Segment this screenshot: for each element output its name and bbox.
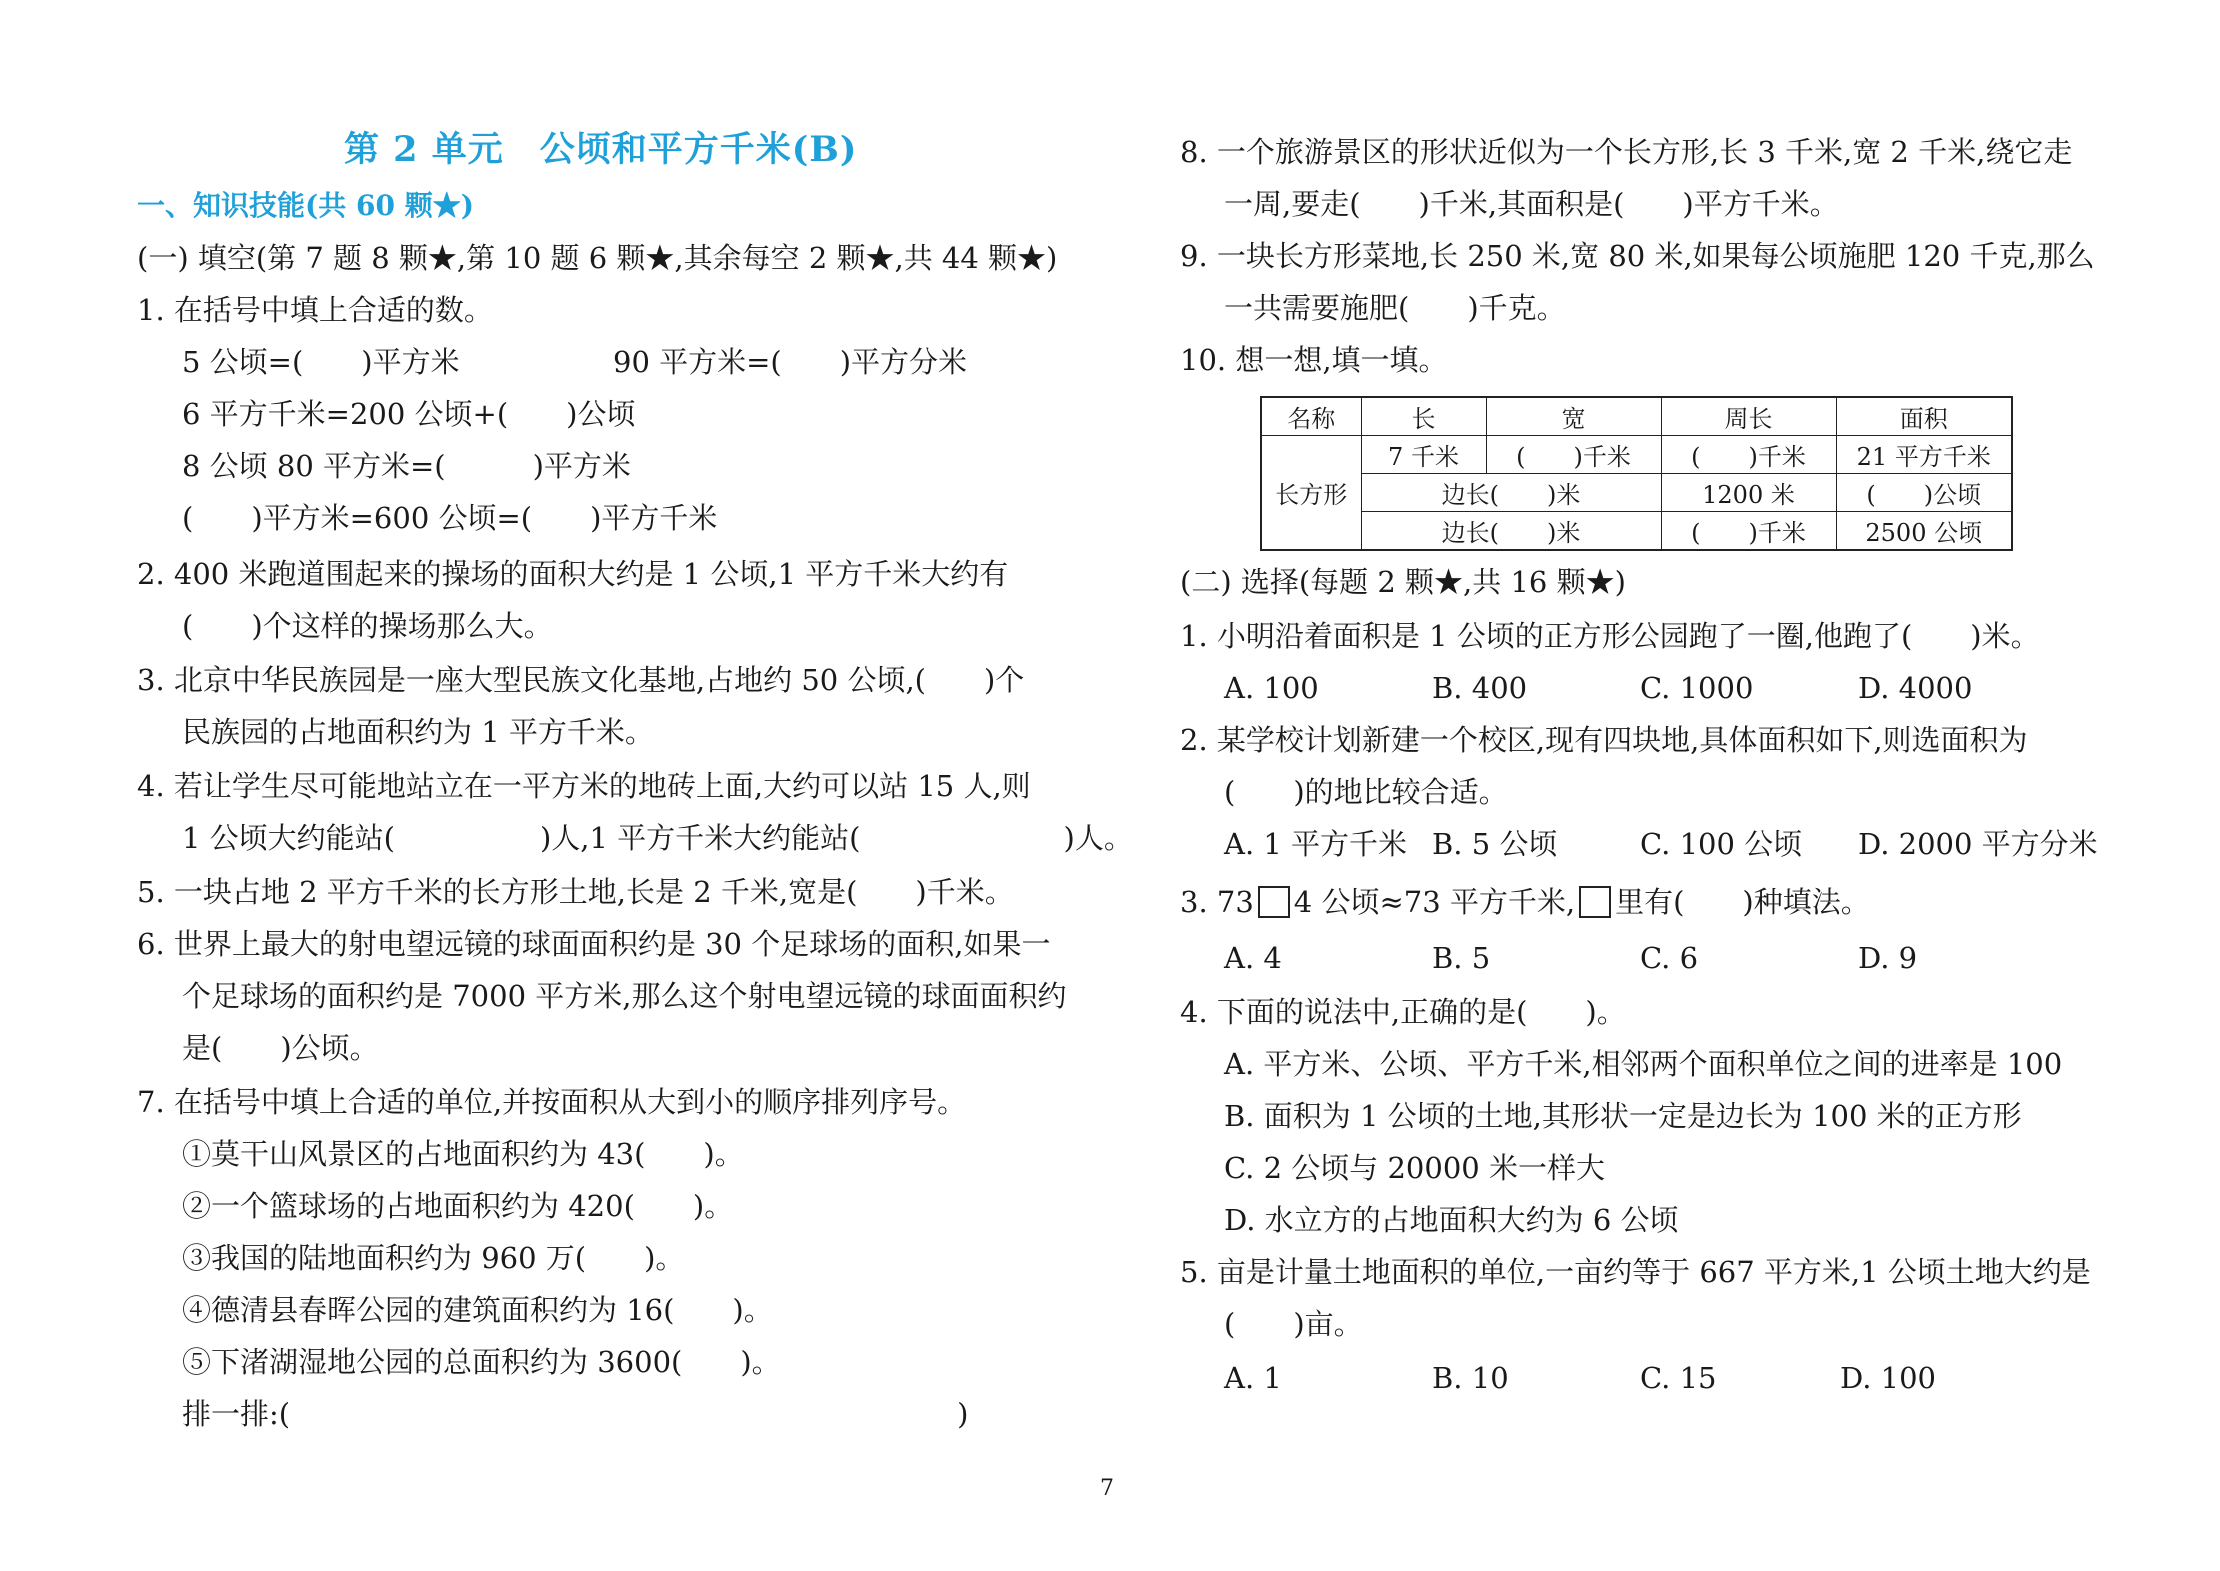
- option: D. 2000 平方分米: [1858, 827, 2098, 861]
- q6-line1: 6. 世界上最大的射电望远镜的球面面积约是 30 个足球场的面积,如果一: [137, 927, 1051, 961]
- option: A. 1 平方千米: [1224, 827, 1408, 861]
- option: A. 4: [1224, 941, 1282, 975]
- option: B. 10: [1432, 1361, 1509, 1395]
- table-cell: 2500 公顷: [1836, 512, 2012, 551]
- option: D. 9: [1858, 941, 1918, 975]
- option: D. 4000: [1858, 671, 1973, 705]
- q7-item: ①莫干山风景区的占地面积约为 43( )。: [182, 1137, 744, 1171]
- q7-stem: 7. 在括号中填上合适的单位,并按面积从大到小的顺序排列序号。: [137, 1085, 967, 1119]
- c4-option: A. 平方米、公顷、平方千米,相邻两个面积单位之间的进率是 100: [1224, 1047, 2063, 1081]
- c3-stem-a: 3. 73: [1180, 885, 1254, 919]
- table-header: 长: [1361, 397, 1486, 436]
- q1-c: 6 平方千米=200 公顷+( )公顷: [182, 397, 636, 431]
- q6-line2: 个足球场的面积约是 7000 平方米,那么这个射电望远镜的球面面积约: [182, 979, 1067, 1013]
- option: B. 5: [1432, 941, 1491, 975]
- table-row-name: 长方形: [1261, 436, 1361, 551]
- table-cell: 7 千米: [1361, 436, 1486, 474]
- q4-line2: 1 公顷大约能站( )人,1 平方千米大约能站( )人。: [182, 821, 1133, 855]
- table-header: 名称: [1261, 397, 1361, 436]
- table-cell: 21 平方千米: [1836, 436, 2012, 474]
- table-cell: ( )公顷: [1836, 474, 2012, 512]
- c4-option: D. 水立方的占地面积大约为 6 公顷: [1224, 1203, 1679, 1237]
- option: C. 1000: [1640, 671, 1754, 705]
- table-header: 宽: [1486, 397, 1661, 436]
- q7-item: ⑤下渚湖湿地公园的总面积约为 3600( )。: [182, 1345, 781, 1379]
- c4-option: B. 面积为 1 公顷的土地,其形状一定是边长为 100 米的正方形: [1224, 1099, 2022, 1133]
- c5-line1: 5. 亩是计量土地面积的单位,一亩约等于 667 平方米,1 公顷土地大约是: [1180, 1255, 2091, 1289]
- table-cell: ( )千米: [1661, 512, 1836, 551]
- c1-stem: 1. 小明沿着面积是 1 公顷的正方形公园跑了一圈,他跑了( )米。: [1180, 619, 2040, 653]
- q9-line1: 9. 一块长方形菜地,长 250 米,宽 80 米,如果每公顷施肥 120 千克,那么: [1180, 239, 2095, 273]
- table-header: 面积: [1836, 397, 2012, 436]
- q7-item: ③我国的陆地面积约为 960 万( )。: [182, 1241, 685, 1275]
- q6-line3: 是( )公顷。: [182, 1031, 379, 1065]
- option: D. 100: [1840, 1361, 1937, 1395]
- blank-box: [1579, 886, 1611, 918]
- q1-d: 8 公顷 80 平方米=( )平方米: [182, 449, 631, 483]
- q1-stem: 1. 在括号中填上合适的数。: [137, 293, 493, 327]
- option: B. 400: [1432, 671, 1528, 705]
- q7-item: ④德清县春晖公园的建筑面积约为 16( )。: [182, 1293, 773, 1327]
- q4-line1: 4. 若让学生尽可能地站立在一平方米的地砖上面,大约可以站 15 人,则: [137, 769, 1031, 803]
- q3-line2: 民族园的占地面积约为 1 平方千米。: [182, 715, 654, 749]
- option: A. 100: [1224, 671, 1319, 705]
- c2-line1: 2. 某学校计划新建一个校区,现有四块地,具体面积如下,则选面积为: [1180, 723, 2028, 757]
- q2-line2: ( )个这样的操场那么大。: [182, 609, 553, 643]
- c3-stem: [1180, 884, 1870, 920]
- q1-a: 5 公顷=( )平方米: [182, 345, 460, 379]
- q5: 5. 一块占地 2 平方千米的长方形土地,长是 2 千米,宽是( )千米。: [137, 875, 1014, 909]
- q1-e: ( )平方米=600 公顷=( )平方千米: [182, 501, 718, 535]
- q10-stem: 10. 想一想,填一填。: [1180, 343, 1448, 377]
- q8-line2: 一周,要走( )千米,其面积是( )平方千米。: [1224, 187, 1839, 221]
- part1-header: (一) 填空(第 7 题 8 颗★,第 10 题 6 颗★,其余每空 2 颗★,共 44 颗★): [137, 241, 1058, 275]
- table-header: 周长: [1661, 397, 1836, 436]
- q3-line1: 3. 北京中华民族园是一座大型民族文化基地,占地约 50 公顷,( )个: [137, 663, 1025, 697]
- section-heading: 一、知识技能(共 60 颗★): [137, 189, 474, 222]
- rectangle-table: [1260, 396, 2013, 551]
- option: A. 1: [1224, 1361, 1282, 1395]
- page-title: 第 2 单元 公顷和平方千米(B): [344, 129, 858, 170]
- option: B. 5 公顷: [1432, 827, 1558, 861]
- blank-box: [1258, 886, 1290, 918]
- c5-line2: ( )亩。: [1224, 1307, 1363, 1341]
- table-cell: 边长( )米: [1361, 474, 1661, 512]
- table-cell: 边长( )米: [1361, 512, 1661, 551]
- part2-header: (二) 选择(每题 2 颗★,共 16 颗★): [1180, 565, 1626, 599]
- table-cell: ( )千米: [1486, 436, 1661, 474]
- c4-option: C. 2 公顷与 20000 米一样大: [1224, 1151, 1605, 1185]
- option: C. 6: [1640, 941, 1699, 975]
- option: C. 100 公顷: [1640, 827, 1803, 861]
- table-cell: 1200 米: [1661, 474, 1836, 512]
- q7-item: ②一个篮球场的占地面积约为 420( )。: [182, 1189, 734, 1223]
- c3-stem-b: 4 公顷≈73 平方千米,: [1293, 885, 1576, 919]
- q9-line2: 一共需要施肥( )千克。: [1224, 291, 1566, 325]
- q1-b: 90 平方米=( )平方分米: [613, 345, 968, 379]
- page-number: 7: [1100, 1476, 1114, 1501]
- c3-stem-c: 里有( )种填法。: [1615, 885, 1870, 919]
- option: C. 15: [1640, 1361, 1717, 1395]
- q8-line1: 8. 一个旅游景区的形状近似为一个长方形,长 3 千米,宽 2 千米,绕它走: [1180, 135, 2073, 169]
- q2-line1: 2. 400 米跑道围起来的操场的面积大约是 1 公顷,1 平方千米大约有: [137, 557, 1009, 591]
- c2-line2: ( )的地比较合适。: [1224, 775, 1508, 809]
- c4-stem: 4. 下面的说法中,正确的是( )。: [1180, 995, 1626, 1029]
- table-cell: ( )千米: [1661, 436, 1836, 474]
- q7-sort: 排一排:( ): [182, 1397, 969, 1431]
